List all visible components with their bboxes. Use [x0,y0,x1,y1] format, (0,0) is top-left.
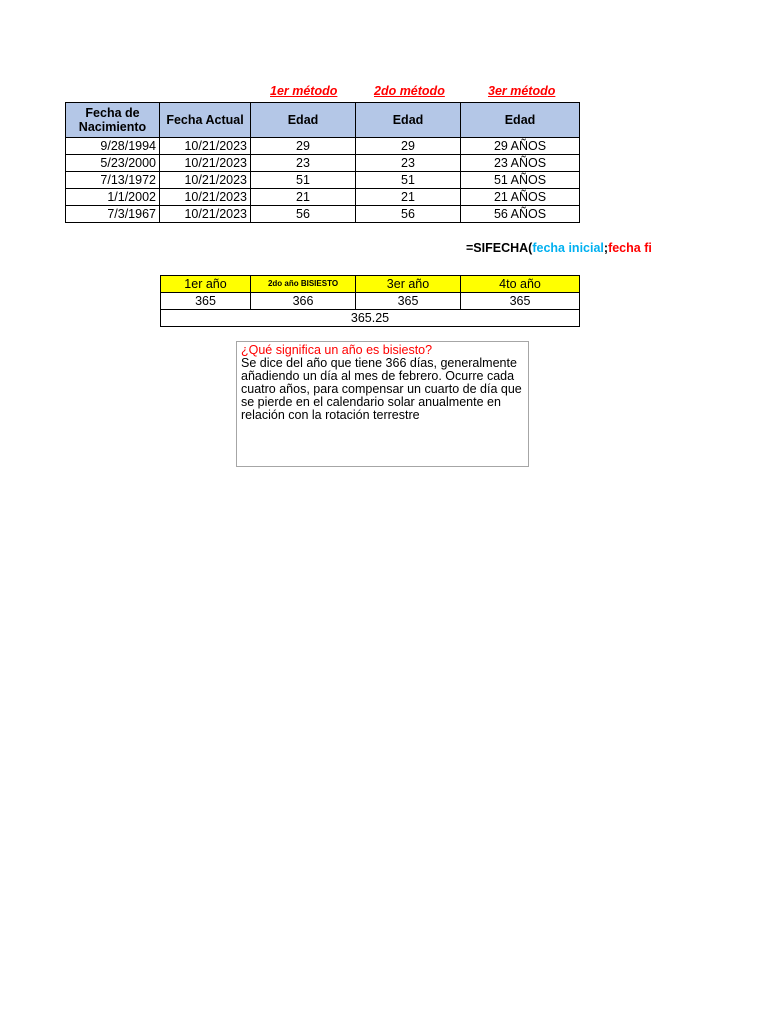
age-cell[interactable]: 23 [356,155,461,172]
days-cell[interactable]: 366 [251,293,356,310]
current-date-cell[interactable]: 10/21/2023 [160,189,251,206]
year-average-row [161,310,580,327]
table-row [66,172,580,189]
age-text-cell[interactable]: 23 AÑOS [461,155,580,172]
header-current-date[interactable]: Fecha Actual [160,103,251,138]
age-cell[interactable]: 21 [356,189,461,206]
header-year-3[interactable]: 3er año [356,276,461,293]
age-cell[interactable]: 56 [251,206,356,223]
birth-date-cell[interactable]: 5/23/2000 [66,155,160,172]
header-birth-date[interactable]: Fecha de Nacimiento [66,103,160,138]
age-text-cell[interactable]: 29 AÑOS [461,138,580,155]
current-date-cell[interactable]: 10/21/2023 [160,172,251,189]
header-year-2-leap[interactable]: 2do año BISIESTO [251,276,356,293]
current-date-cell[interactable]: 10/21/2023 [160,138,251,155]
age-cell[interactable]: 23 [251,155,356,172]
year-table [160,275,580,327]
days-cell[interactable]: 365 [356,293,461,310]
formula-text[interactable] [466,241,660,255]
birth-date-cell[interactable]: 9/28/1994 [66,138,160,155]
age-cell[interactable]: 29 [251,138,356,155]
note-title: ¿Qué significa un año es bisiesto? [241,343,433,357]
header-age-1[interactable]: Edad [251,103,356,138]
table-row [66,155,580,172]
table-row [66,206,580,223]
age-text-cell[interactable]: 56 AÑOS [461,206,580,223]
method-3-label: 3er método [488,84,556,98]
leap-year-note[interactable] [236,341,529,467]
age-cell[interactable]: 21 [251,189,356,206]
header-age-3[interactable]: Edad [461,103,580,138]
age-text-cell[interactable]: 51 AÑOS [461,172,580,189]
header-age-2[interactable]: Edad [356,103,461,138]
age-text-cell[interactable]: 21 AÑOS [461,189,580,206]
age-cell[interactable]: 51 [356,172,461,189]
current-date-cell[interactable]: 10/21/2023 [160,206,251,223]
days-cell[interactable]: 365 [461,293,580,310]
method-2-label: 2do método [374,84,445,98]
age-table-header-row [66,103,580,138]
formula-separator: ; [603,241,609,255]
note-body: Se dice del año que tiene 366 días, generalmente añadiendo un día al mes de febrero. Ocurre cada cuatro años, para compensar un cuarto de día que se pierde en el calendario solar anualmente en relación con la rotación terrestre [241,356,522,422]
header-year-1[interactable]: 1er año [161,276,251,293]
year-table-header-row [161,276,580,293]
table-row [66,138,580,155]
age-cell[interactable]: 56 [356,206,461,223]
birth-date-cell[interactable]: 1/1/2002 [66,189,160,206]
year-days-row [161,293,580,310]
method-1-label: 1er método [270,84,338,98]
formula-arg-start: fecha inicial [532,241,604,255]
average-days-cell[interactable]: 365.25 [161,310,580,327]
header-year-4[interactable]: 4to año [461,276,580,293]
formula-prefix: =SIFECHA( [466,241,533,255]
current-date-cell[interactable]: 10/21/2023 [160,155,251,172]
age-cell[interactable]: 51 [251,172,356,189]
age-table [65,102,580,223]
age-cell[interactable]: 29 [356,138,461,155]
formula-arg-end: fecha fi [608,241,652,255]
table-row [66,189,580,206]
days-cell[interactable]: 365 [161,293,251,310]
birth-date-cell[interactable]: 7/3/1967 [66,206,160,223]
birth-date-cell[interactable]: 7/13/1972 [66,172,160,189]
